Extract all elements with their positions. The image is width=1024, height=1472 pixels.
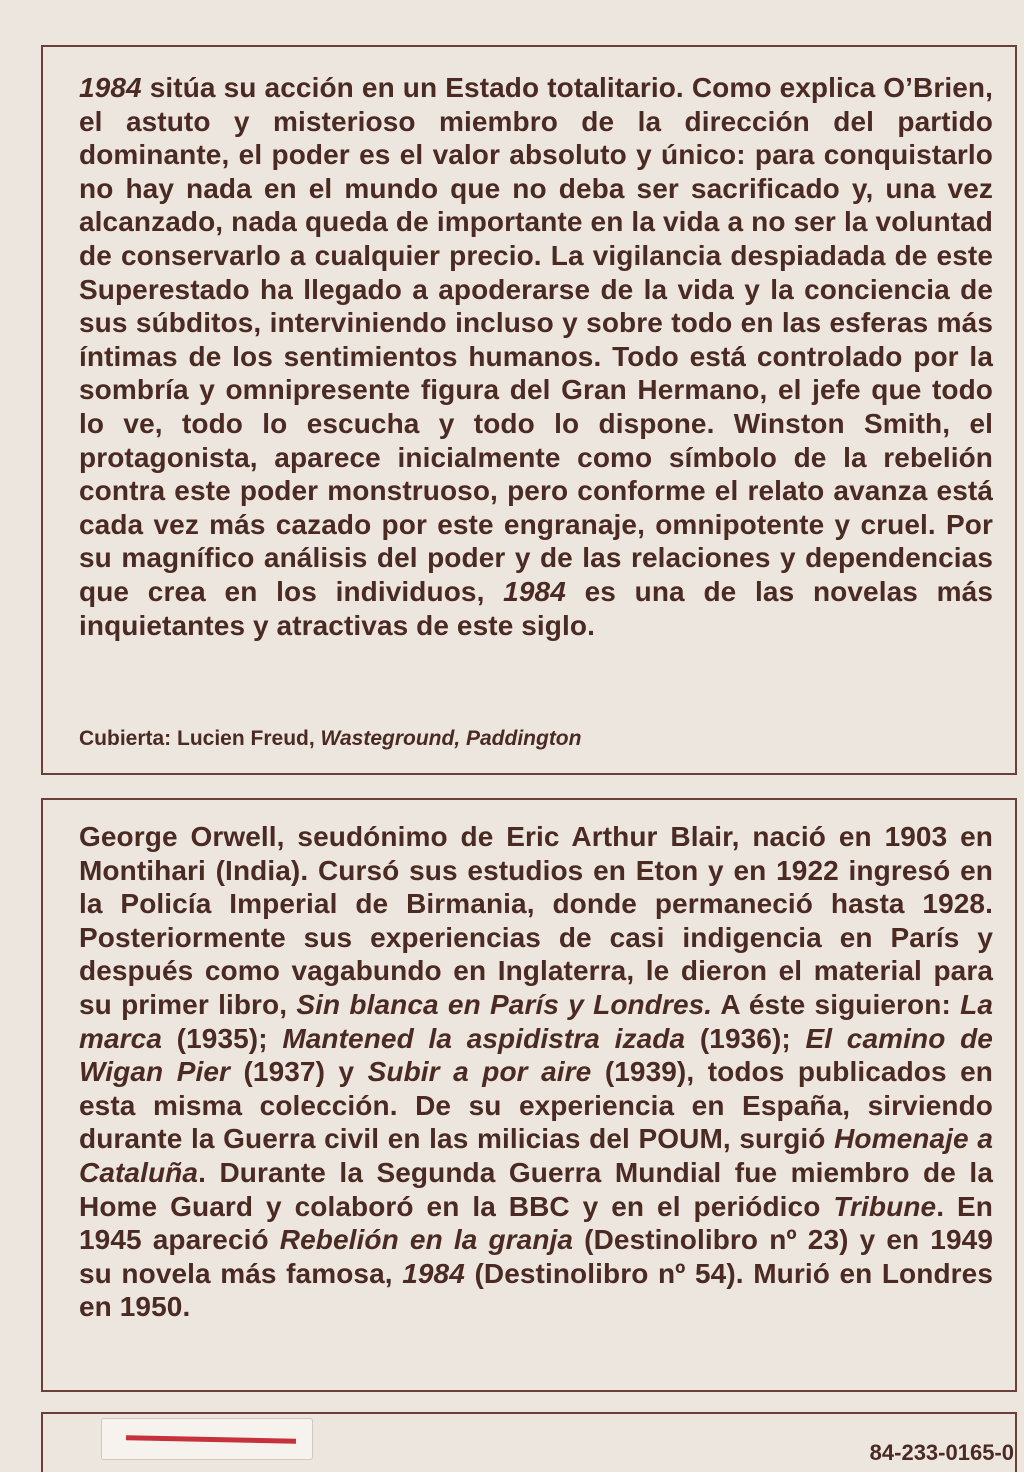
synopsis-text: sitúa su acción en un Estado totalitario. Como explica O’Brien, el astuto y misterioso miembro de la dirección del partido dominante, el poder es el valor absoluto y único: para conquistarlo no hay nada en el mundo que no deba ser sacrificado y, una vez alcanzado, nada queda de importante en la vida a no ser la voluntad de conservarlo a cualquier precio. La vigilancia despiadada de este Superestado ha llegado a apoderarse de la vida y la conciencia de sus súbditos, interviniendo incluso y sobre todo en las esferas más íntimas de los sentimientos humanos. Todo está controlado por la sombría y omnipresente figura del Gran Hermano, el jefe que todo lo ve, todo lo escucha y todo lo dispone. Winston Smith, el protagonista, aparece inicialmente como símbolo de la rebelión contra este poder monstruoso, pero conforme el relato avanza está cada vez más cazado por este engranaje, omnipotente y cruel. Por su magnífico análisis del poder y de las relaciones y dependencias que crea en los individuos, bbox=[79, 72, 993, 607]
bio-text: A éste siguieron: bbox=[712, 988, 961, 1020]
cover-artwork-title: Wasteground, Paddington bbox=[320, 727, 582, 750]
book-title: Mantened la aspidistra izada bbox=[282, 1022, 686, 1054]
synopsis-paragraph bbox=[79, 71, 993, 642]
book-title: Subir a por aire bbox=[367, 1056, 592, 1088]
bio-text: . En 1945 apareció bbox=[79, 1190, 993, 1256]
title-italic: 1984 bbox=[79, 72, 142, 103]
cover-credit bbox=[79, 727, 581, 751]
book-title: Homenaje a Cataluña bbox=[79, 1123, 993, 1188]
book-title: El camino de Wigan Pier bbox=[79, 1022, 993, 1088]
bio-text: (1939), todos publicados en esta misma colección. De su experiencia en España, sirviendo durante la Guerra civil en las milicias del POUM, surgió bbox=[79, 1056, 993, 1155]
bio-text: (Destinolibro nº 23) y en 1949 su novela más famosa, bbox=[79, 1224, 993, 1289]
synopsis-text: es una de las novelas más inquietantes y atractivas de este siglo. bbox=[79, 575, 993, 641]
title-italic: 1984 bbox=[503, 575, 566, 607]
isbn-text: 84-233-0165-0 bbox=[869, 1440, 1014, 1465]
sticker-red-stripe bbox=[126, 1435, 296, 1444]
author-bio-paragraph bbox=[79, 820, 993, 1324]
book-title: Sin blanca en París y Londres. bbox=[296, 988, 713, 1020]
author-bio-box bbox=[41, 798, 1017, 1392]
periodical-title: Tribune bbox=[833, 1190, 937, 1222]
book-title: La marca bbox=[79, 988, 993, 1054]
bio-text: (1937) y bbox=[230, 1056, 368, 1088]
bio-text: George Orwell, seudónimo de Eric Arthur Blair, nació en 1903 en Montihari (India). Cursó sus estudios en Eton y en 1922 ingresó en la Policía Imperial de Birmania, donde permaneció hasta 1928. Posteriormente sus experiencias de casi indigencia en París y después como vagabundo en Inglaterra, le dieron el material para su primer libro, bbox=[79, 821, 993, 1020]
book-title: Rebelión en la granja bbox=[279, 1224, 574, 1256]
bio-text: (1936); bbox=[685, 1022, 806, 1054]
bio-text: (1935); bbox=[162, 1022, 283, 1054]
cover-credit-label: Cubierta: Lucien Freud, bbox=[79, 727, 321, 750]
bio-text: (Destinolibro nº 54). Murió en Londres en 1950. bbox=[79, 1257, 994, 1323]
book-title: 1984 bbox=[402, 1257, 465, 1289]
bio-text: . Durante la Segunda Guerra Mundial fue miembro de la Home Guard y colaboró en la BBC y en el periódico bbox=[79, 1156, 993, 1222]
synopsis-box bbox=[41, 45, 1017, 775]
